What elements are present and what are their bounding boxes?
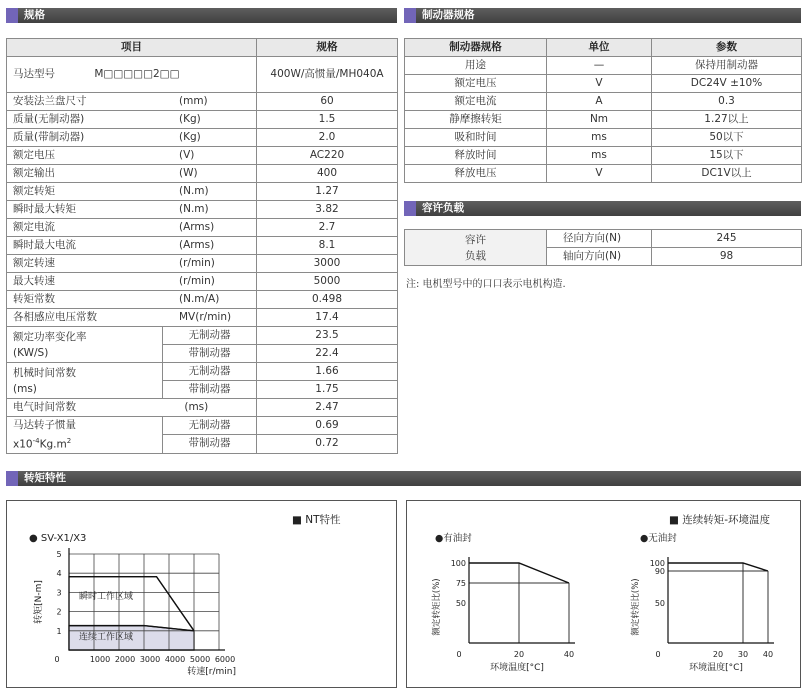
nt-series-label: ● SV-X1/X3 — [29, 533, 87, 544]
spec-row-name: 安装法兰盘尺寸 — [13, 95, 87, 107]
nt-x-tick: 3000 — [139, 655, 161, 664]
spec-row-unit: MV(r/min) — [179, 311, 232, 323]
spec-section-header: 规格 — [6, 8, 397, 23]
temp-xlabel: 环境温度[°C] — [689, 663, 743, 673]
spec-model-row — [7, 57, 398, 93]
brake-row-value: DC1V以上 — [652, 165, 802, 183]
mech-time-sub1: 无制动器 — [163, 363, 257, 381]
spec-row — [7, 147, 398, 165]
brake-row-unit: — — [547, 57, 652, 75]
spec-row-value: 1.27 — [257, 183, 398, 201]
temp-y-tick: 100 — [649, 559, 665, 568]
power-rate-sub1: 无制动器 — [163, 327, 257, 345]
nt-x-tick: 2000 — [114, 655, 136, 664]
spec-row-name: 瞬时最大电流 — [13, 239, 76, 251]
spec-row-value: 17.4 — [257, 309, 398, 327]
temp-y-tick: 100 — [450, 559, 466, 568]
spec-row-unit: (V) — [179, 149, 195, 161]
nt-x-tick: 6000 — [214, 655, 236, 664]
inertia-unit: $x10^{-4}Kg.m^2$ — [13, 437, 72, 451]
brake-row — [405, 129, 802, 147]
brake-row — [405, 57, 802, 75]
brake-row — [405, 93, 802, 111]
spec-rows — [7, 93, 398, 327]
brake-section-header: 制动器规格 — [404, 8, 801, 23]
spec-row-unit: (N.m) — [179, 203, 209, 215]
load-val-axial: 98 — [652, 248, 802, 266]
spec-row-unit: (W) — [179, 167, 198, 179]
brake-row-unit: V — [547, 165, 652, 183]
spec-row-unit: (N.m) — [179, 185, 209, 197]
temp-origin: 0 — [456, 650, 462, 659]
brake-row-name: 吸和时间 — [405, 129, 547, 147]
nt-y-tick: 4 — [56, 569, 62, 579]
nt-chart — [7, 501, 397, 688]
spec-row — [7, 291, 398, 309]
spec-row-name: 瞬时最大转矩 — [13, 203, 76, 215]
brake-row — [405, 165, 802, 183]
brake-row-name: 额定电压 — [405, 75, 547, 93]
mech-time-val2: 1.75 — [257, 381, 398, 399]
spec-row-value: 8.1 — [257, 237, 398, 255]
spec-row — [7, 183, 398, 201]
temp-chart-title: ■ 连续转矩-环境温度 — [669, 514, 771, 526]
footnote: 注: 电机型号中的口口表示电机构造. — [406, 279, 566, 290]
brake-header-row — [405, 39, 802, 57]
nt-xlabel: 转速[r/min] — [187, 667, 236, 677]
spec-row-unit: (mm) — [179, 95, 208, 107]
brake-rows — [405, 57, 802, 183]
brake-row-value: 0.3 — [652, 93, 802, 111]
spec-row-unit: (Arms) — [179, 221, 215, 233]
spec-mech-time-row-1 — [7, 363, 398, 381]
power-rate-sub2: 带制动器 — [163, 345, 257, 363]
mech-time-unit: (ms) — [13, 382, 37, 395]
spec-row-name: 额定转速 — [13, 257, 55, 269]
torque-section-header: 转矩特性 — [6, 471, 801, 486]
spec-inertia-row-1 — [7, 417, 398, 435]
brake-row — [405, 75, 802, 93]
spec-row-unit: (r/min) — [179, 257, 215, 269]
mech-time-val1: 1.66 — [257, 363, 398, 381]
spec-row-value: 5000 — [257, 273, 398, 291]
spec-row — [7, 219, 398, 237]
inertia-val1: 0.69 — [257, 417, 398, 435]
spec-row — [7, 201, 398, 219]
spec-table — [6, 38, 398, 454]
temp-chart — [407, 501, 801, 688]
inertia-val2: 0.72 — [257, 435, 398, 453]
mech-time-sub2: 带制动器 — [163, 381, 257, 399]
temp-y-tick: 90 — [654, 567, 665, 576]
brake-row-unit: A — [547, 93, 652, 111]
spec-row-name: 质量(带制动器) — [13, 131, 85, 143]
spec-row — [7, 309, 398, 327]
nt-x-tick: 5000 — [189, 655, 211, 664]
temp-y-tick: 50 — [654, 599, 665, 608]
brake-row-value: 15以下 — [652, 147, 802, 165]
spec-row-name: 质量(无制动器) — [13, 113, 85, 125]
nt-origin: 0 — [54, 655, 60, 664]
nt-chart-title: ■ NT特性 — [292, 514, 341, 526]
temp-subplot-label: ●有油封 — [435, 533, 472, 544]
brake-row-unit: ms — [547, 129, 652, 147]
spec-row-name: 转矩常数 — [13, 293, 55, 305]
brake-row-unit: V — [547, 75, 652, 93]
brake-header-unit: 单位 — [547, 39, 652, 57]
power-rate-val1: 23.5 — [257, 327, 398, 345]
nt-y-tick: 1 — [56, 626, 62, 636]
temp-y-tick: 50 — [455, 599, 466, 608]
spec-row — [7, 273, 398, 291]
nt-region-label: 瞬时工作区域 — [79, 592, 134, 603]
temp-x-tick: 20 — [712, 650, 724, 659]
spec-row-unit: (Kg) — [179, 131, 201, 143]
elec-time-name: 电气时间常数 — [13, 401, 76, 413]
spec-row — [7, 237, 398, 255]
load-dir-radial: 径向方向(N) — [547, 230, 652, 248]
temp-x-tick: 30 — [737, 650, 749, 659]
power-rate-name: 额定功率变化率 — [13, 330, 87, 343]
spec-row-unit: (N.m/A) — [179, 293, 220, 305]
nt-y-tick: 3 — [56, 588, 62, 598]
nt-y-tick: 5 — [56, 550, 62, 559]
spec-row — [7, 255, 398, 273]
spec-elec-time-row — [7, 399, 398, 417]
load-row-radial — [405, 230, 802, 248]
spec-row-name: 额定电流 — [13, 221, 55, 233]
brake-row-name: 用途 — [405, 57, 547, 75]
nt-y-tick: 2 — [56, 607, 62, 617]
inertia-name: 马达转子惯量 — [13, 419, 76, 431]
brake-row-name: 释放时间 — [405, 147, 547, 165]
brake-row — [405, 147, 802, 165]
spec-row-name: 额定转矩 — [13, 185, 55, 197]
spec-row-value: AC220 — [257, 147, 398, 165]
temp-xlabel: 环境温度[°C] — [490, 663, 544, 673]
spec-row-unit: (Kg) — [179, 113, 201, 125]
brake-table — [404, 38, 802, 183]
load-val-radial: 245 — [652, 230, 802, 248]
spec-row-value: 2.0 — [257, 129, 398, 147]
spec-header-row — [7, 39, 398, 57]
model-code: M□□□□□2□□ — [94, 68, 180, 80]
spec-row — [7, 93, 398, 111]
load-dir-axial: 轴向方向(N) — [547, 248, 652, 266]
brake-row-name: 释放电压 — [405, 165, 547, 183]
spec-row-value: 1.5 — [257, 111, 398, 129]
load-label-2: 负载 — [465, 249, 486, 262]
brake-row-value: DC24V ±10% — [652, 75, 802, 93]
temp-ylabel: 额定转矩比(%) — [432, 578, 442, 636]
spec-row-name: 各相感应电压常数 — [13, 311, 97, 323]
temp-origin: 0 — [655, 650, 661, 659]
power-rate-unit: (KW/S) — [13, 346, 49, 359]
elec-time-unit: (ms) — [184, 401, 209, 413]
spec-row-value: 60 — [257, 93, 398, 111]
brake-row-value: 50以下 — [652, 129, 802, 147]
brake-header-value: 参数 — [652, 39, 802, 57]
spec-header-item: 项目 — [7, 39, 257, 57]
spec-header-spec: 规格 — [257, 39, 398, 57]
load-section-header: 容许负载 — [404, 201, 801, 216]
spec-row-name: 最大转速 — [13, 275, 55, 287]
temp-y-tick: 75 — [455, 579, 466, 588]
spec-row-unit: (Arms) — [179, 239, 215, 251]
spec-row-value: 400 — [257, 165, 398, 183]
spec-row-value: 3.82 — [257, 201, 398, 219]
brake-row-name: 静摩擦转矩 — [405, 111, 547, 129]
brake-row-name: 额定电流 — [405, 93, 547, 111]
spec-row-unit: (r/min) — [179, 275, 215, 287]
spec-row-value: 2.7 — [257, 219, 398, 237]
load-table — [404, 229, 802, 266]
temp-x-tick: 20 — [513, 650, 525, 659]
temp-series-line — [668, 563, 768, 571]
spec-row-value: 0.498 — [257, 291, 398, 309]
brake-row-value: 1.27以上 — [652, 111, 802, 129]
spec-power-rate-row-1 — [7, 327, 398, 345]
spec-row-name: 额定电压 — [13, 149, 55, 161]
inertia-sub2: 带制动器 — [163, 435, 257, 453]
brake-header-name: 制动器规格 — [405, 39, 547, 57]
temp-x-tick: 40 — [563, 650, 575, 659]
temp-x-tick: 40 — [762, 650, 774, 659]
model-value: 400W/高惯量/MH040A — [257, 57, 398, 93]
load-label-1: 容许 — [465, 233, 486, 246]
nt-region-label: 连续工作区域 — [79, 632, 134, 643]
nt-chart-panel — [6, 500, 397, 688]
spec-row-value: 3000 — [257, 255, 398, 273]
model-label: 马达型号 — [13, 68, 55, 80]
temp-chart-panel — [406, 500, 801, 688]
brake-row-unit: ms — [547, 147, 652, 165]
temp-ylabel: 额定转矩比(%) — [631, 578, 641, 636]
temp-subplot-label: ●无油封 — [640, 533, 677, 544]
nt-x-tick: 4000 — [164, 655, 186, 664]
spec-row — [7, 129, 398, 147]
mech-time-name: 机械时间常数 — [13, 366, 76, 379]
spec-row — [7, 165, 398, 183]
spec-row-name: 额定输出 — [13, 167, 55, 179]
nt-x-tick: 1000 — [89, 655, 111, 664]
brake-row-unit: Nm — [547, 111, 652, 129]
brake-row-value: 保持用制动器 — [652, 57, 802, 75]
nt-ylabel: 转矩[N-m] — [34, 580, 44, 624]
spec-row — [7, 111, 398, 129]
inertia-sub1: 无制动器 — [163, 417, 257, 435]
elec-time-value: 2.47 — [257, 399, 398, 417]
power-rate-val2: 22.4 — [257, 345, 398, 363]
brake-row — [405, 111, 802, 129]
